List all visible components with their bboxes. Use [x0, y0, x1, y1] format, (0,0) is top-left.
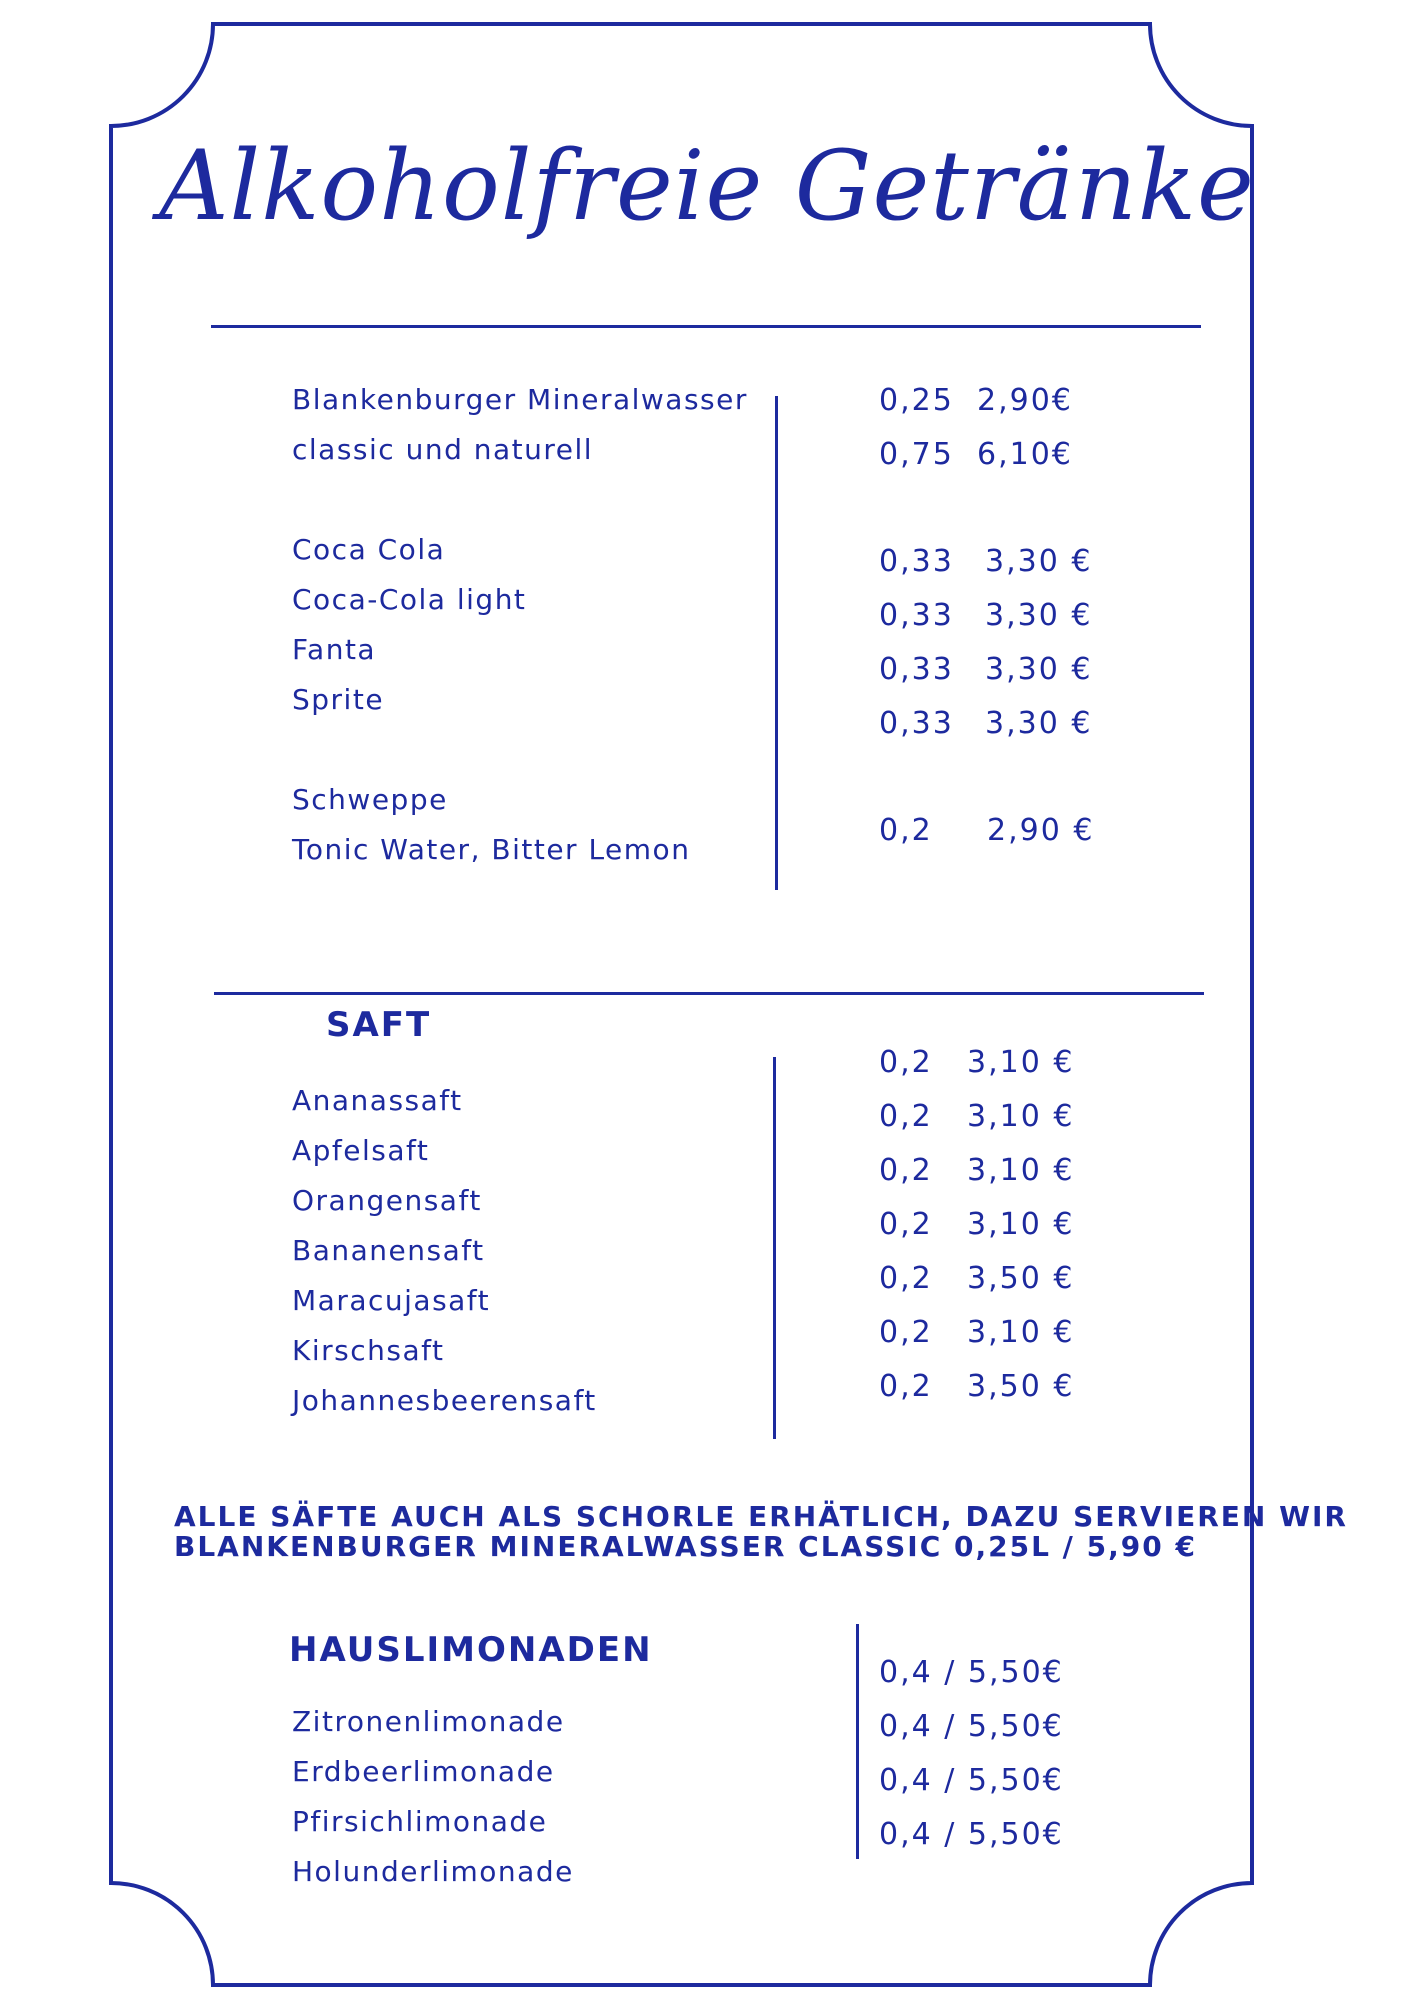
drink-item-subtitle: Tonic Water, Bitter Lemon: [292, 833, 691, 866]
price-amount: 3,10 €: [967, 1207, 1075, 1242]
lemonade-price: 0,4 / 5,50€: [879, 1763, 1064, 1798]
price-volume: 0,33: [879, 652, 954, 687]
price-volume: 0,2: [879, 1315, 933, 1350]
price-amount: 2,90€: [977, 383, 1073, 418]
price-volume: 0,33: [879, 598, 954, 633]
price-volume: 0,2: [879, 1207, 933, 1242]
lemonade-price: 0,4 / 5,50€: [879, 1817, 1064, 1852]
lemonade-item: Zitronenlimonade: [292, 1705, 565, 1738]
saft-heading: SAFT: [326, 1005, 432, 1045]
price-amount: 3,30 €: [985, 706, 1093, 741]
price-amount: 3,30 €: [985, 652, 1093, 687]
water-name: Blankenburger Mineralwasser: [292, 383, 748, 416]
juice-item: Ananassaft: [292, 1084, 463, 1117]
price-amount: 3,50 €: [967, 1261, 1075, 1296]
juice-item: Johannesbeerensaft: [292, 1384, 597, 1417]
section-divider-vertical: [856, 1624, 859, 1859]
schorle-note: [174, 1500, 1348, 1563]
price-volume: 0,25: [879, 383, 954, 418]
menu-title: Alkoholfreie Getränke: [159, 130, 1255, 242]
lemonade-item: Holunderlimonade: [292, 1855, 574, 1888]
price-amount: 3,10 €: [967, 1099, 1075, 1134]
lemonade-item: Pfirsichlimonade: [292, 1805, 548, 1838]
price-volume: 0,2: [879, 813, 933, 848]
section-divider-vertical: [773, 1057, 776, 1439]
price-amount: 3,10 €: [967, 1315, 1075, 1350]
price-amount: 3,30 €: [985, 544, 1093, 579]
note-line: ALLE SÄFTE AUCH ALS SCHORLE ERHÄTLICH, DAZU SERVIEREN WIR: [174, 1500, 1348, 1533]
drink-item: Schweppe: [292, 783, 448, 816]
price-amount: 3,30 €: [985, 598, 1093, 633]
price-volume: 0,33: [879, 706, 954, 741]
drink-item: Sprite: [292, 683, 385, 716]
price-amount: 3,50 €: [967, 1369, 1075, 1404]
juice-item: Bananensaft: [292, 1234, 485, 1267]
price-volume: 0,75: [879, 437, 954, 472]
juice-item: Apfelsaft: [292, 1134, 430, 1167]
section-divider-vertical: [775, 396, 778, 890]
price-volume: 0,2: [879, 1153, 933, 1188]
hauslimonaden-heading: HAUSLIMONADEN: [289, 1630, 653, 1670]
lemonade-price: 0,4 / 5,50€: [879, 1709, 1064, 1744]
juice-item: Maracujasaft: [292, 1284, 491, 1317]
lemonade-price: 0,4 / 5,50€: [879, 1655, 1064, 1690]
price-amount: 6,10€: [977, 437, 1073, 472]
water-subtitle: classic und naturell: [292, 433, 594, 466]
price-volume: 0,2: [879, 1261, 933, 1296]
price-volume: 0,33: [879, 544, 954, 579]
price-amount: 2,90 €: [987, 813, 1095, 848]
note-line: BLANKENBURGER MINERALWASSER CLASSIC 0,25L / 5,90 €: [174, 1530, 1197, 1563]
lemonade-item: Erdbeerlimonade: [292, 1755, 555, 1788]
juice-item: Kirschsaft: [292, 1334, 445, 1367]
section-divider: [214, 992, 1204, 995]
drink-item: Coca-Cola light: [292, 583, 527, 616]
drink-item: Fanta: [292, 633, 377, 666]
title-divider: [211, 325, 1201, 328]
price-amount: 3,10 €: [967, 1153, 1075, 1188]
price-amount: 3,10 €: [967, 1045, 1075, 1080]
juice-item: Orangensaft: [292, 1184, 482, 1217]
drink-item: Coca Cola: [292, 533, 446, 566]
price-volume: 0,2: [879, 1045, 933, 1080]
price-volume: 0,2: [879, 1369, 933, 1404]
price-volume: 0,2: [879, 1099, 933, 1134]
